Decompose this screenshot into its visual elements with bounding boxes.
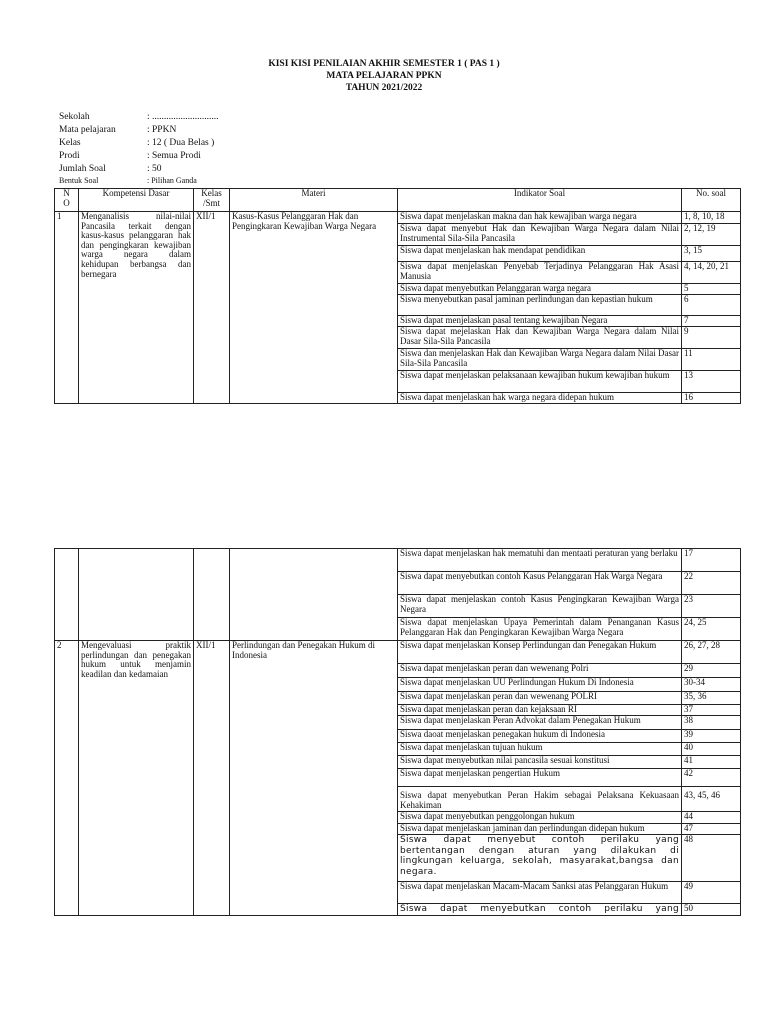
kisi-table-2: [54, 548, 741, 916]
info-value: : 50: [147, 164, 162, 174]
no-soal-cell: 41: [682, 756, 741, 769]
no-soal-cell: 9: [682, 327, 741, 349]
info-value: : PPKN: [147, 125, 177, 135]
kelas-cell: XII/1: [194, 641, 230, 916]
table-row: [55, 212, 741, 224]
indikator-cell: Siswa daoat menjelaskan penegakan hukum di Indonesia: [398, 730, 682, 743]
info-label: Sekolah: [59, 112, 90, 122]
empty-kelas-cell: [194, 549, 230, 641]
header-no: N O: [55, 189, 79, 212]
indikator-cell: Siswa dapat menjelaskan Peran Advokat dalam Penegakan Hukum: [398, 716, 682, 730]
info-block: [59, 111, 219, 185]
indikator-cell: Siswa dapat menjelaskan tujuan hukum: [398, 743, 682, 756]
indikator-cell: Siswa dapat menjelaskan hak warga negara didepan hukum: [398, 393, 682, 404]
indikator-cell: Siswa dapat menjelaskan makna dan hak kewajiban warga negara: [398, 212, 682, 224]
info-value: : Pilihan Ganda: [147, 176, 197, 185]
info-label: Bentuk Soal: [59, 176, 99, 185]
no-soal-cell: 5: [682, 284, 741, 295]
no-soal-cell: 6: [682, 295, 741, 316]
indikator-cell: Siswa dapat menjelaskan pengertian Hukum: [398, 769, 682, 787]
indikator-cell: Siswa dapat menyebutkan Pelanggaran warga negara: [398, 284, 682, 295]
info-label: Mata pelajaran: [59, 125, 116, 135]
empty-kd-cell: [79, 549, 194, 641]
indikator-cell: Siswa dapat menjelaskan hak mematuhi dan mentaati peraturan yang berlaku: [398, 549, 682, 572]
no-soal-cell: 2, 12, 19: [682, 224, 741, 246]
title-line-1: KISI KISI PENILAIAN AKHIR SEMESTER 1 ( PAS 1 ): [268, 59, 500, 69]
info-label: Kelas: [59, 138, 81, 148]
info-label: Prodi: [59, 151, 80, 161]
indikator-cell: Siswa dapat menjelaskan pelaksanaan kewajiban hukum kewajiban hukum: [398, 371, 682, 393]
row-number: 2: [55, 641, 79, 916]
no-soal-cell: 24, 25: [682, 618, 741, 641]
info-value: : 12 ( Dua Belas ): [147, 138, 215, 148]
no-soal-cell: 50: [682, 904, 741, 916]
header-kompetensi-dasar: Kompetensi Dasar: [79, 189, 194, 212]
no-soal-cell: 35, 36: [682, 692, 741, 705]
no-soal-cell: 44: [682, 812, 741, 824]
info-value: : ............................: [147, 112, 219, 122]
no-soal-cell: 47: [682, 824, 741, 835]
no-soal-cell: 4, 14, 20, 21: [682, 262, 741, 284]
indikator-cell: Siswa dapat menyebutkan nilai pancasila sesuai konstitusi: [398, 756, 682, 769]
info-row-mapel: [59, 124, 219, 137]
header-indikator: Indikator Soal: [398, 189, 682, 212]
materi-cell: Perlindungan dan Penegakan Hukum di Indonesia: [230, 641, 398, 916]
info-row-prodi: [59, 150, 219, 163]
table-header-row: [55, 189, 741, 212]
header-no-soal: No. soal: [682, 189, 741, 212]
indikator-cell: Siswa dapat menjelaskan UU Perlindungan Hukum Di Indonesia: [398, 678, 682, 692]
indikator-cell: Siswa dapat menyebutkan contoh perilaku yang: [398, 904, 682, 916]
table-row: [55, 549, 741, 572]
no-soal-cell: 42: [682, 769, 741, 787]
indikator-cell: Siswa dapat menyebutkan contoh Kasus Pelanggaran Hak Warga Negara: [398, 572, 682, 595]
no-soal-cell: 38: [682, 716, 741, 730]
no-soal-cell: 48: [682, 835, 741, 882]
header-kelas: Kelas /Smt: [194, 189, 230, 212]
indikator-cell: Siswa dapat menjelaskan peran dan wewenang Polri: [398, 664, 682, 678]
indikator-cell: Siswa dapat menjelaskan hak mendapat pendidikan: [398, 246, 682, 262]
indikator-cell: Siswa dapat menyebutkan Peran Hakim sebagai Pelaksana Kekuasaan Kehakiman: [398, 787, 682, 812]
no-soal-cell: 16: [682, 393, 741, 404]
table-row: [55, 641, 741, 664]
kelas-cell: XII/1: [194, 212, 230, 404]
no-soal-cell: 26, 27, 28: [682, 641, 741, 664]
info-row-jumlah-soal: [59, 163, 219, 176]
no-soal-cell: 29: [682, 664, 741, 678]
no-soal-cell: 1, 8, 10, 18: [682, 212, 741, 224]
indikator-cell: Siswa dapat menjelaskan peran dan wewenang POLRI: [398, 692, 682, 705]
indikator-cell: Siswa dapat menjelaskan pasal tentang kewajiban Negara: [398, 316, 682, 327]
indikator-cell: Siswa dapat menjelaskan peran dan kejaksaan RI: [398, 705, 682, 716]
no-soal-cell: 11: [682, 349, 741, 371]
indikator-cell: Siswa dapat menjelaskan jaminan dan perlindungan didepan hukum: [398, 824, 682, 835]
indikator-cell: Siswa dapat menjelaskan Macam-Macam Sanksi atas Pelanggaran Hukum: [398, 882, 682, 904]
empty-no-cell: [55, 549, 79, 641]
info-label: Jumlah Soal: [59, 164, 106, 174]
no-soal-cell: 13: [682, 371, 741, 393]
no-soal-cell: 3, 15: [682, 246, 741, 262]
indikator-cell: Siswa dapat menyebut contoh perilaku yang bertentangan dengan aturan yang dilakukan di lingkungan keluarga, sekolah, masyarakat,bangsa dan negara.: [398, 835, 682, 882]
indikator-cell: Siswa dapat menjelaskan contoh Kasus Pengingkaran Kewajiban Warga Negara: [398, 595, 682, 618]
no-soal-cell: 30-34: [682, 678, 741, 692]
empty-materi-cell: [230, 549, 398, 641]
no-soal-cell: 37: [682, 705, 741, 716]
title-line-2: MATA PELAJARAN PPKN: [326, 71, 442, 81]
kompetensi-dasar-cell: Menganalisis nilai-nilai Pancasila terkait dengan kasus-kasus pelanggaran hak dan pengingkaran kewajiban warga negara dalam kehidupan berbangsa dan bernegara: [79, 212, 194, 404]
indikator-cell: Siswa dapat mejelaskan Hak dan Kewajiban Warga Negara dalam Nilai Dasar Sila-Sila Pancasila: [398, 327, 682, 349]
indikator-cell: Siswa menyebutkan pasal jaminan perlindungan dan kepastian hukum: [398, 295, 682, 316]
no-soal-cell: 23: [682, 595, 741, 618]
indikator-cell: Siswa dan menjelaskan Hak dan Kewajiban Warga Negara dalam Nilai Dasar Sila-Sila Pancasila: [398, 349, 682, 371]
indikator-cell: Siswa dapat menjelaskan Penyebab Terjadinya Pelanggaran Hak Asasi Manusia: [398, 262, 682, 284]
info-row-kelas: [59, 137, 219, 150]
kompetensi-dasar-cell: Mengevaluasi praktik perlindungan dan penegakan hukum untuk menjamin keadilan dan kedamaian: [79, 641, 194, 916]
materi-cell: Kasus-Kasus Pelanggaran Hak dan Pengingkaran Kewajiban Warga Negara: [230, 212, 398, 404]
no-soal-cell: 39: [682, 730, 741, 743]
no-soal-cell: 17: [682, 549, 741, 572]
no-soal-cell: 40: [682, 743, 741, 756]
header-materi: Materi: [230, 189, 398, 212]
no-soal-cell: 7: [682, 316, 741, 327]
kisi-table-1: [54, 188, 741, 404]
no-soal-cell: 43, 45, 46: [682, 787, 741, 812]
info-value: : Semua Prodi: [147, 151, 201, 161]
row-number: 1: [55, 212, 79, 404]
no-soal-cell: 49: [682, 882, 741, 904]
title-line-3: TAHUN 2021/2022: [345, 83, 423, 93]
document-title-block: [0, 58, 768, 94]
indikator-cell: Siswa dapat menjelaskan Konsep Perlindungan dan Penegakan Hukum: [398, 641, 682, 664]
no-soal-cell: 22: [682, 572, 741, 595]
indikator-cell: Siswa dapat menyebut Hak dan Kewajiban Warga Negara dalam Nilai Instrumental Sila-Sila Pancasila: [398, 224, 682, 246]
indikator-cell: Siswa dapat menyebutkan penggolongan hukum: [398, 812, 682, 824]
indikator-cell: Siswa dapat menjelaskan Upaya Pemerintah dalam Penanganan Kasus Pelanggaran Hak dan Pengingkaran Kewajiban Warga Negara: [398, 618, 682, 641]
info-row-bentuk-soal: [59, 176, 219, 185]
info-row-sekolah: [59, 111, 219, 124]
